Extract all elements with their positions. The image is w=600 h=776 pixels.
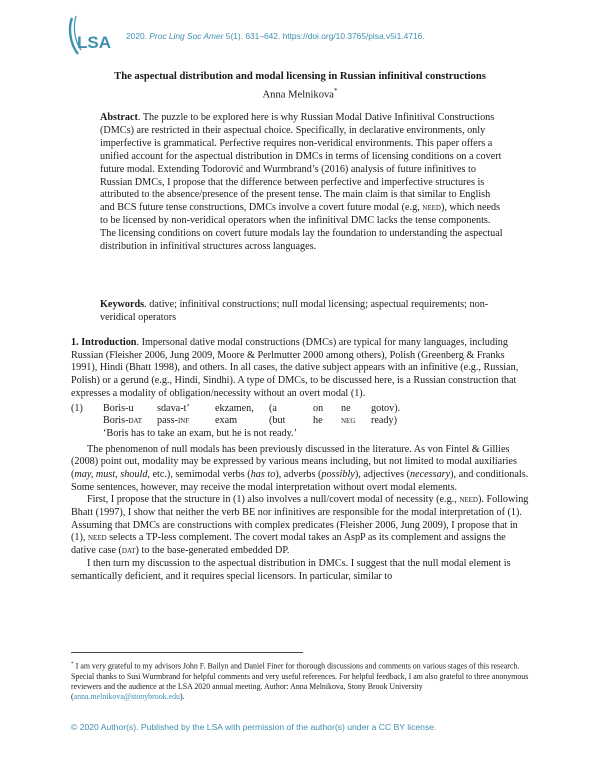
gloss-word: Boris-u bbox=[103, 402, 134, 414]
intro-paragraph bbox=[71, 337, 531, 401]
gloss-morph: neg bbox=[341, 416, 356, 427]
lsa-logo bbox=[62, 14, 118, 58]
abstract-text-2: ), which needs to be licensed by non-veridical operators when the infinitival DMC lacks the tense components. The licensing conditions on covert future modals lay the foundation to understanding the aspectual distribution in infinitival structures across languages. bbox=[100, 202, 503, 253]
gloss-morph: ready) bbox=[371, 415, 398, 427]
gloss-word: ne bbox=[341, 402, 351, 414]
paragraph-aspect: I then turn my discussion to the aspectual distribution in DMCs. I suggest that the null modal element is semantically deficient, and it requires special licensors. In particular, similar to bbox=[71, 557, 511, 582]
abstract bbox=[100, 112, 504, 254]
lsa-logo-graphic bbox=[62, 14, 118, 58]
journal-name: Proc Ling Soc Amer bbox=[149, 31, 224, 41]
keywords-label: Keywords bbox=[100, 299, 145, 310]
gloss-word: sdava-t’ bbox=[157, 402, 190, 414]
gloss-morph: pass-inf bbox=[157, 415, 190, 427]
author-footnote-mark[interactable]: * bbox=[334, 87, 338, 95]
license-notice: © 2020 Author(s). Published by the LSA with permission of the author(s) under a CC BY license. bbox=[71, 722, 437, 732]
example-translation: ‘Boris has to take an exam, but he is not ready.’ bbox=[103, 427, 297, 439]
intro-heading: 1. Introduction bbox=[71, 337, 137, 348]
paragraph-null-modals: The phenomenon of null modals has been previously discussed in the literature. As von Fintel & Gillies (2008) point out, modality may be expressed by various means including, but not limited to modal auxiliaries (may, must, should, etc.), semimodal verbs (has to), adverbs (possibly), adjectives (necessary), and conditionals. Some sentences, however, may receive the modal interpretation without overt modal elements. bbox=[71, 443, 529, 493]
gloss-morph: exam bbox=[215, 415, 238, 427]
keywords bbox=[100, 299, 504, 325]
paper-title: The aspectual distribution and modal licensing in Russian infinitival constructions bbox=[114, 71, 486, 82]
logo-text: LSA bbox=[77, 33, 111, 52]
author-line bbox=[0, 87, 600, 101]
author-name: Anna Melnikova bbox=[262, 89, 334, 101]
footnote-text: I am very grateful to my advisors John F. Bailyn and Daniel Finer for thorough discussions and comments on various stages of this research. Special thanks to Susi Wurmbrand for helpful comments and very useful references. For helpful feedback, I am also grateful to three anonymous reviewers and the audience at the LSA 2020 annual meeting. Author: Anna Melnikova, Stony Brook University ( bbox=[71, 661, 529, 701]
citation-doi[interactable]: 5(1). 631–642. https://doi.org/10.3765/plsa.v5i1.4716. bbox=[225, 31, 425, 41]
author-email-link[interactable]: anna.melnikova@stonybrook.edu bbox=[73, 691, 180, 701]
citation-line bbox=[126, 31, 425, 41]
gloss-word: (a bbox=[269, 402, 277, 414]
intro-text: . Impersonal dative modal constructions (DMCs) are typical for many languages, including Russian (Fleisher 2006, Jung 2009, Moore & Perlmutter 2000 among others), Polish (Greenberg & Franks 1991), Hindi (Bhatt 1998), and others. In all cases, the dative subject appears with an infinitive (e.g., Russian, Polish) or a gerund (e.g., Hindi, Sindhi). A type of DMCs, to be discussed here, is a Russian construction that expresses a modality of obligation/necessity without an overt modal (1). bbox=[71, 337, 519, 399]
gloss-morph: (but bbox=[269, 415, 286, 427]
gloss-morph: he bbox=[313, 415, 323, 427]
keywords-text: . dative; infinitival constructions; null modal licensing; aspectual requirements; non-veridical operators bbox=[100, 299, 489, 323]
example-number: (1) bbox=[71, 402, 83, 414]
footnote-mark: * bbox=[71, 661, 74, 667]
example-1 bbox=[71, 403, 531, 441]
body-text bbox=[71, 337, 531, 583]
paragraph-proposal: First, I propose that the structure in (1) also involves a null/covert modal of necessity (e.g., need). Following Bhatt (1997), I show that neither the verb BE nor infinitives are responsible for the modal interpretation of (1). Assuming that DMCs are constructions with complex predicates (Fleisher 2006, Jung 2009), I propose that in (1), need selects a TP-less complement. The covert modal takes an AspP as its complement and assigns the dative case (dat) to the base-generated embedded DP. bbox=[71, 494, 529, 557]
abstract-need: need bbox=[422, 203, 441, 214]
gloss-word: on bbox=[313, 402, 324, 414]
citation-prefix: 2020. bbox=[126, 31, 147, 41]
footnote: * I am very grateful to my advisors John F. Bailyn and Daniel Finer for thorough discussions and comments on various stages of this research. Special thanks to Susi Wurmbrand for helpful comments and very useful references. For helpful feedback, I am also grateful to three anonymous reviewers and the audience at the LSA 2020 annual meeting. Author: Anna Melnikova, Stony Brook University (anna.melnikova@stonybrook.edu). bbox=[71, 661, 529, 701]
gloss-morph: Boris-dat bbox=[103, 415, 143, 427]
abstract-text-1: . The puzzle to be explored here is why Russian Modal Dative Infinitival Constructions (DMCs) are restricted in their aspectual choice. Specifically, in declarative environments, only imperfective is grammatical. Perfective requires non-veridical environments. This paper offers a unified account for the aspectual distribution in DMCs in terms of licensing conditions on a covert future modal. Extending Todorović and Wurmbrand’s (2016) analysis of future infinitives to Russian DMCs, I propose that the difference between perfective and imperfective structures is attributed to the absence/presence of the present tense. The main claim is that similar to English and BCS future tense constructions, DMCs involve a covert future modal (e.g, bbox=[100, 112, 502, 214]
gloss-word: ekzamen, bbox=[215, 402, 254, 414]
footnote-divider bbox=[71, 652, 303, 653]
abstract-label: Abstract bbox=[100, 112, 138, 123]
gloss-word: gotov). bbox=[371, 402, 401, 414]
